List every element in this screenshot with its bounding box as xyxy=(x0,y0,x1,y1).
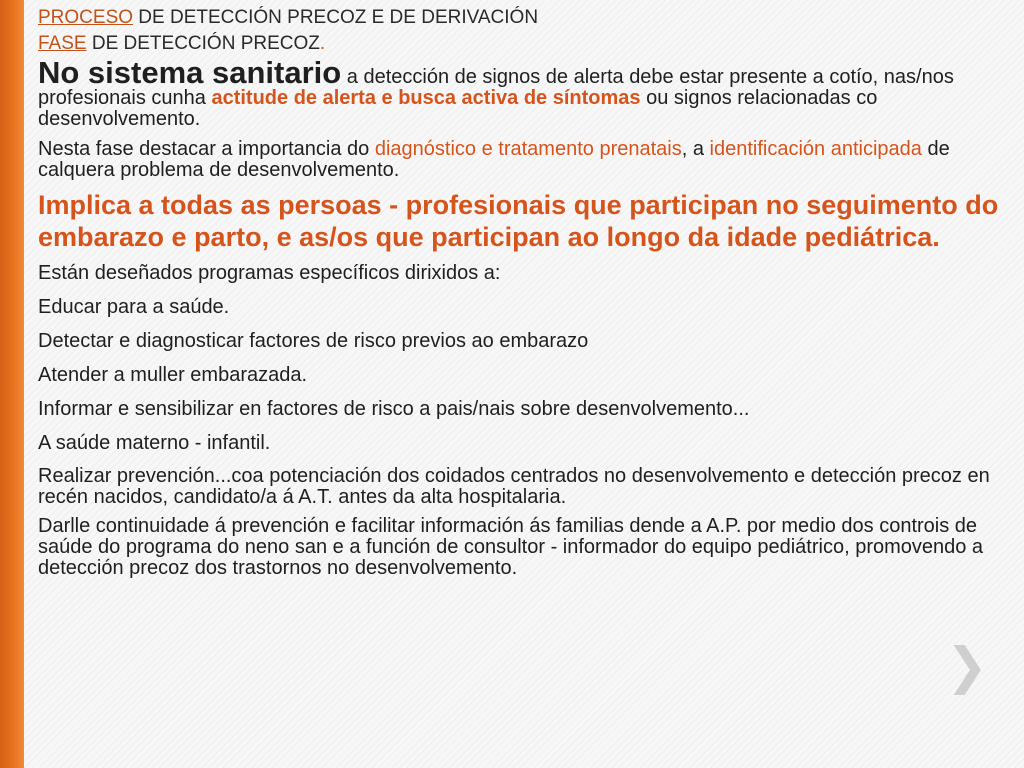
list-item-atender: Atender a muller embarazada. xyxy=(38,364,308,386)
list-item-darlle: Darlle continuidade á prevención e facilitar información ás familias dende a A.P. por medio dos controis de saúde do programa do neno san e a función de consultor - informador do equipo pediátrico, promovendo a detección precoz dos trastornos no desenvolvemento. xyxy=(38,515,984,579)
chevron-right-icon[interactable]: ❯ xyxy=(946,638,988,694)
health-system-text-b: ou signos relacionadas co desenvolvemento. xyxy=(38,87,878,130)
header-process-keyword: PROCESO xyxy=(38,7,134,28)
slide-content xyxy=(38,6,1014,579)
health-system-text-a: a detección de signos de alerta debe estar presente a cotío, nas/nos profesionais cunha xyxy=(38,66,954,109)
phase-importance-highlight-2: identificación anticipada xyxy=(709,138,922,160)
list-item-realizar: Realizar prevención...coa potenciación dos coidados centrados no desenvolvemento e detección precoz en recén nacidos, candidato/a á A.T. antes da alta hospitalaria. xyxy=(38,465,990,508)
list-item-informar: Informar e sensibilizar en factores de risco a pais/nais sobre desenvolvemento... xyxy=(38,398,750,420)
header-phase-dot: . xyxy=(319,33,326,54)
header-process-text: DE DETECCIÓN PRECOZ E DE DERIVACIÓN xyxy=(133,7,539,28)
paragraph-health-system xyxy=(38,55,1014,130)
list-item-detectar: Detectar e diagnosticar factores de risco previos ao embarazo xyxy=(38,330,589,352)
list-item-educar: Educar para a saúde. xyxy=(38,296,230,318)
health-system-lead: No sistema sanitario xyxy=(38,55,342,90)
header-process xyxy=(38,6,1014,30)
phase-importance-text-c: de calquera problema de desenvolvemento. xyxy=(38,138,950,181)
list-item-saude: A saúde materno - infantil. xyxy=(38,432,271,454)
list-item-programs: Están deseñados programas específicos dirixidos a: xyxy=(38,262,501,284)
header-phase-keyword: FASE xyxy=(38,33,87,54)
orange-side-bar xyxy=(0,0,24,768)
phase-importance-text-b: , a xyxy=(681,138,710,160)
header-phase xyxy=(38,32,1014,56)
paragraph-phase-importance xyxy=(38,139,1014,181)
phase-importance-highlight-1: diagnóstico e tratamento prenatais xyxy=(374,138,682,160)
phase-importance-text-a: Nesta fase destacar a importancia do xyxy=(38,138,375,160)
header-phase-text: DE DETECCIÓN PRECOZ xyxy=(86,33,320,54)
health-system-highlight: actitude de alerta e busca activa de síntomas xyxy=(211,87,641,109)
paragraph-implica: Implica a todas as persoas - profesionais que participan no seguimento do embarazo e parto, e as/os que participan ao longo da idade pediátrica. xyxy=(38,190,999,252)
